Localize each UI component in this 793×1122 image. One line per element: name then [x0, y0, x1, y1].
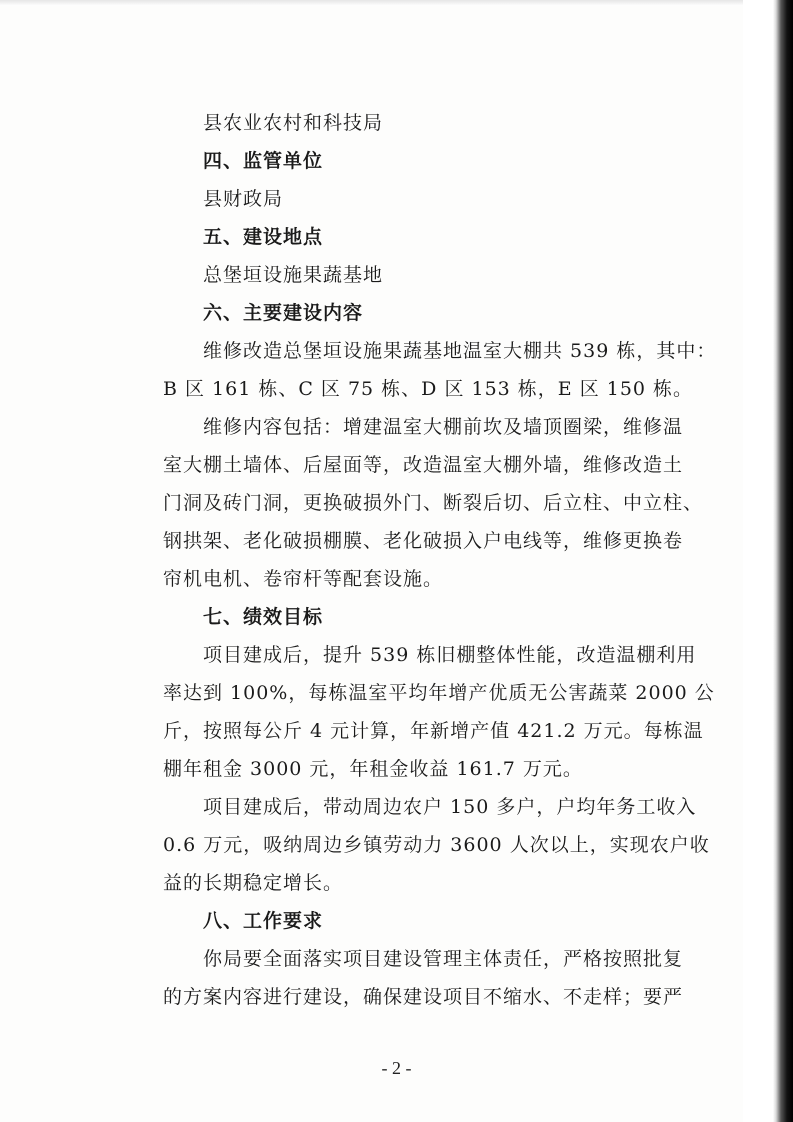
body-text-line: 项目建成后，带动周边农户 150 多户，户均年务工收入: [203, 796, 697, 818]
body-text-line: 的方案内容进行建设，确保建设项目不缩水、不走样；要严: [163, 986, 684, 1008]
scan-top-edge: [0, 0, 793, 6]
body-text-line: 项目建成后，提升 539 栋旧棚整体性能，改造温棚利用: [203, 644, 697, 666]
body-text-line: 帘机电机、卷帘杆等配套设施。: [163, 568, 444, 590]
body-text-line: 维修内容包括：增建温室大棚前坎及墙顶圈梁，维修温: [203, 416, 684, 438]
body-text-line: 维修改造总堡垣设施果蔬基地温室大棚共 539 栋，其中：: [203, 340, 717, 362]
scan-right-edge: [743, 0, 793, 1122]
section-heading: 七、绩效目标: [203, 606, 324, 628]
page-number: - 2 -: [381, 1058, 412, 1078]
body-text-line: 县农业农村和科技局: [203, 112, 384, 134]
body-text-line: 棚年租金 3000 元，年租金收益 161.7 万元。: [163, 758, 583, 780]
body-text-line: B 区 161 栋、C 区 75 栋、D 区 153 栋，E 区 150 栋。: [163, 378, 694, 400]
body-text-line: 0.6 万元，吸纳周边乡镇劳动力 3600 人次以上，实现农户收: [163, 834, 710, 856]
document-body: [163, 104, 717, 1016]
section-heading: 八、工作要求: [203, 910, 324, 932]
body-text-line: 斤，按照每公斤 4 元计算，年新增产值 421.2 万元。每栋温: [163, 720, 704, 742]
body-text-line: 室大棚土墙体、后屋面等，改造温室大棚外墙，维修改造土: [163, 454, 684, 476]
body-text-line: 钢拱架、老化破损棚膜、老化破损入户电线等，维修更换卷: [163, 530, 684, 552]
section-heading: 六、主要建设内容: [203, 302, 364, 324]
body-text-line: 县财政局: [203, 188, 284, 210]
body-text-line: 你局要全面落实项目建设管理主体责任，严格按照批复: [203, 948, 684, 970]
body-text-line: 门洞及砖门洞，更换破损外门、断裂后切、后立柱、中立柱、: [163, 492, 704, 514]
body-text-line: 益的长期稳定增长。: [163, 872, 344, 894]
body-text-line: 率达到 100%，每栋温室平均年增产优质无公害蔬菜 2000 公: [163, 682, 715, 704]
section-heading: 五、建设地点: [203, 226, 324, 248]
body-text-line: 总堡垣设施果蔬基地: [203, 264, 384, 286]
section-heading: 四、监管单位: [203, 150, 324, 172]
